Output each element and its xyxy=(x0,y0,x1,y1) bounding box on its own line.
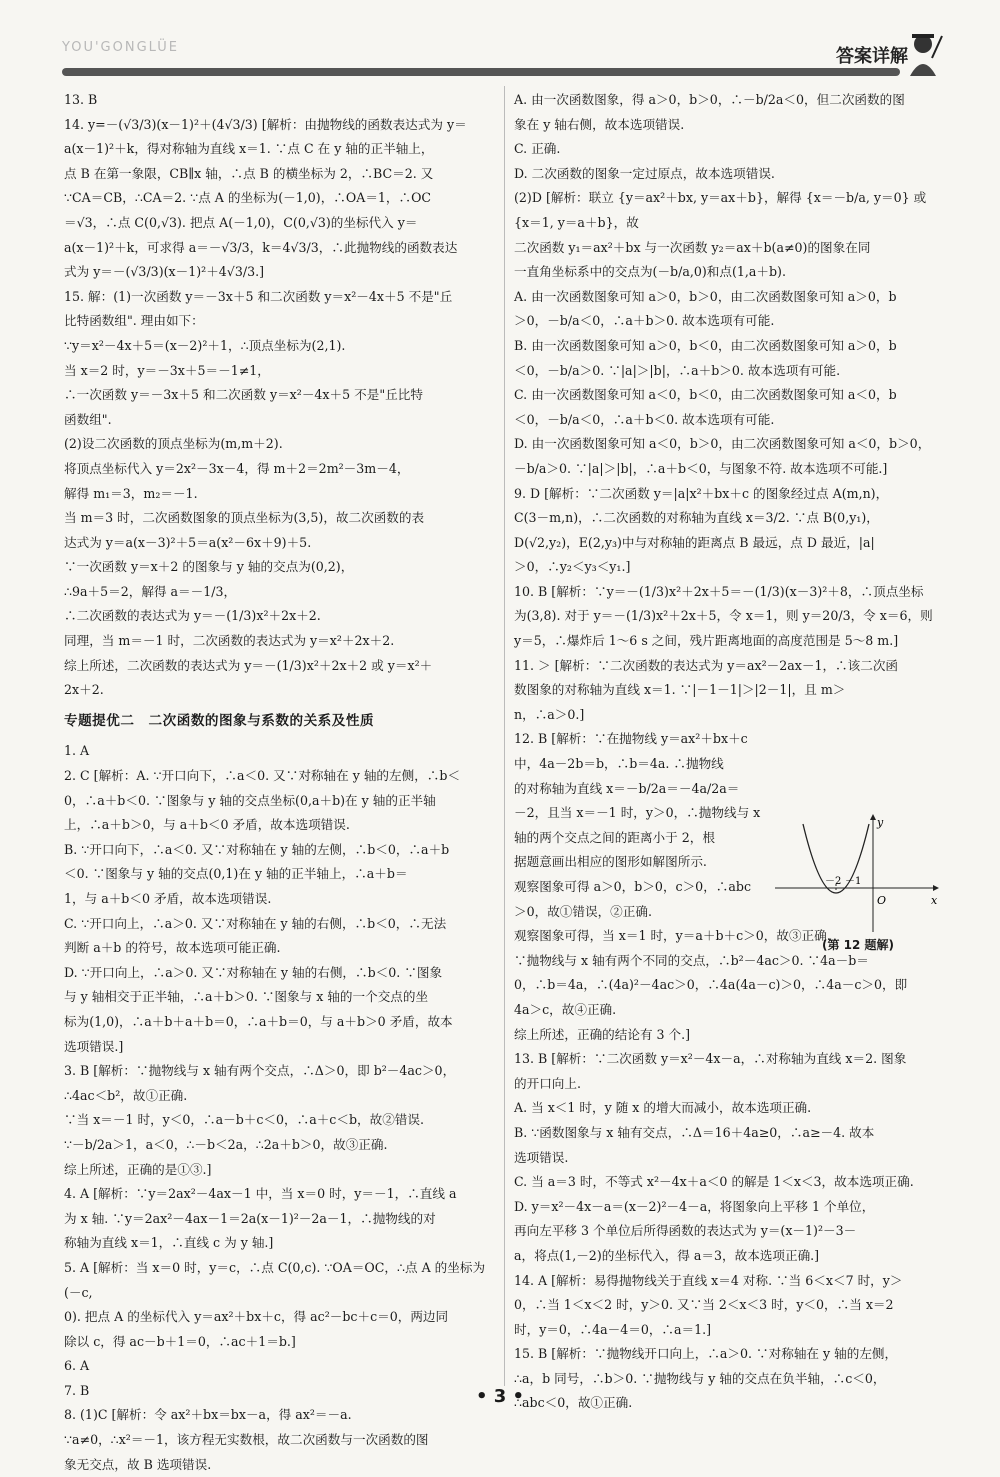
answer-line: ∵一次函数 y＝x＋2 的图象与 y 轴的交点为(0,2)， xyxy=(64,559,354,575)
answer-line: 观察图象可得，当 x＝1 时，y＝a＋b＋c＞0，故③正确. xyxy=(514,928,831,944)
answer-line: ∴abc＜0，故①正确. xyxy=(514,1395,633,1411)
answer-line: 5. A [解析：当 x＝0 时，y＝c，∴点 C(0,c). ∵OA＝OC，∴点 A 的坐标为(－c, xyxy=(64,1259,486,1300)
answer-line: C. 由一次函数图象可知 a＜0，b＜0，由二次函数图象可知 a＜0，b xyxy=(514,387,897,403)
answer-line: 14. y=－(√3/3)(x－1)²＋(4√3/3) [解析：由抛物线的函数表达式为 y＝ xyxy=(64,116,467,132)
column-divider xyxy=(504,86,505,1386)
answer-line: 3. B [解析：∵抛物线与 x 轴有两个交点，∴Δ＞0，即 b²－4ac＞0， xyxy=(64,1063,456,1079)
answer-line: 13. B [解析：∵二次函数 y＝x²－4x－a，∴对称轴为直线 x＝2. 图象 xyxy=(514,1051,907,1067)
answer-line: 6. A xyxy=(64,1358,90,1374)
answer-line: y＝5，∴爆炸后 1～6 s 之间，残片距离地面的高度范围是 5～8 m.] xyxy=(514,633,899,649)
answer-line: B. 由一次函数图象可知 a＞0，b＜0，由二次函数图象可知 a＞0，b xyxy=(514,337,897,353)
answer-line: 一直角坐标系中的交点为(－b/a,0)和点(1,a＋b). xyxy=(514,264,786,280)
answer-line: A. 当 x＜1 时，y 随 x 的增大而减小，故本选项正确. xyxy=(514,1100,812,1116)
answer-line: ∵CA＝CB，∴CA＝2. ∵点 A 的坐标为(－1,0)，∴OA＝1，∴OC xyxy=(64,190,432,206)
answer-line: D. ∵开口向上，∴a＞0. 又∵对称轴在 y 轴的右侧，∴b＜0. ∵图象 xyxy=(64,964,443,980)
answer-line: 判断 a＋b 的符号，故本选项可能正确. xyxy=(64,940,281,956)
figure-origin-label: O xyxy=(877,894,887,907)
answer-line: a，将点(1,－2)的坐标代入，得 a＝3，故本选项正确.] xyxy=(514,1247,820,1263)
answer-line: ＞0，∴y₂＜y₃＜y₁.] xyxy=(514,559,631,575)
answer-line: ∵抛物线与 x 轴有两个不同的交点，∴b²－4ac＞0. ∵4a－b＝ xyxy=(514,952,869,968)
answer-line: D(√2,y₂)，E(2,y₃)中与对称轴的距离点 B 最远，点 D 最近，|a| xyxy=(514,534,875,550)
answer-line: D. 由一次函数图象可知 a＜0，b＞0，由二次函数图象可知 a＜0，b＞0， xyxy=(514,436,931,452)
answer-line: ∵－b/2a＞1，a＜0，∴－b＜2a，∴2a＋b＞0，故③正确. xyxy=(64,1136,388,1152)
answer-line: 当 m＝3 时，二次函数图象的顶点坐标为(3,5)，故二次函数的表 xyxy=(64,510,425,526)
answer-line: 象在 y 轴右侧，故本选项错误. xyxy=(514,116,685,132)
answer-line: 9. D [解析：∵二次函数 y＝|a|x²＋bx＋c 的图象经过点 A(m,n)， xyxy=(514,485,889,501)
left-column xyxy=(64,88,494,1477)
figure-caption: (第 12 题解) xyxy=(821,938,895,952)
x-axis-arrow-icon xyxy=(933,885,939,891)
answer-line: ＞0，－b/a＜0，∴a＋b＞0. 故本选项有可能. xyxy=(514,313,775,329)
answer-line: 同理，当 m＝－1 时，二次函数的表达式为 y＝x²＋2x＋2. xyxy=(64,633,395,649)
answer-line: B. ∵开口向下，∴a＜0. 又∵对称轴在 y 轴的左侧，∴b＜0，∴a＋b xyxy=(64,841,450,857)
mascot-icon xyxy=(902,28,944,80)
answer-line: C(3－m,n)，∴二次函数的对称轴为直线 x＝3/2. ∵点 B(0,y₁)， xyxy=(514,510,879,526)
answer-line: ∴4ac＜b²，故①正确. xyxy=(64,1087,188,1103)
answer-line: 0，∴b＝4a，∴(4a)²－4ac＞0，∴4a(4a－c)＞0，∴4a－c＞0，即 xyxy=(514,977,908,993)
answer-line: ∴一次函数 y＝－3x＋5 和二次函数 y＝x²－4x＋5 不是"丘比特 xyxy=(64,387,423,403)
header-title: 答案详解 xyxy=(836,46,908,67)
answer-line: A. 由一次函数图象可知 a＞0，b＞0，由二次函数图象可知 a＞0，b xyxy=(514,288,897,304)
answer-line: ＜0，－b/a＜0，∴a＋b＜0. 故本选项有可能. xyxy=(514,411,775,427)
answer-line: ∵a≠0，∴x²＝－1，该方程无实数根，故二次函数与一次函数的图 xyxy=(64,1432,429,1448)
header-bar xyxy=(62,68,900,76)
answer-line: 比特函数组". 理由如下： xyxy=(64,313,204,329)
page-number: • 3 • xyxy=(475,1386,525,1407)
answer-line: 函数组". xyxy=(64,411,112,427)
answer-line: ＝√3，∴点 C(0,√3). 把点 A(－1,0)，C(0,√3)的坐标代入 y＝ xyxy=(64,214,418,230)
answer-line: 综上所述，二次函数的表达式为 y＝－(1/3)x²＋2x＋2 或 y＝x²＋ xyxy=(64,657,433,673)
answer-line: 上，∴a＋b＞0，与 a＋b＜0 矛盾，故本选项错误. xyxy=(64,817,350,833)
answer-line: ∴9a＋5＝2，解得 a＝－1/3， xyxy=(64,583,237,599)
answer-line: B. ∵函数图象与 x 轴有交点，∴Δ＝16＋4a≥0，∴a≥－4. 故本 xyxy=(514,1124,875,1140)
answer-line: 再向左平移 3 个单位后所得函数的表达式为 y＝(x－1)²－3－ xyxy=(514,1223,857,1239)
answer-line: 点 B 在第一象限，CB∥x 轴，∴点 B 的横坐标为 2，∴BC＝2. 又 xyxy=(64,165,434,181)
header-brand: YOU'GONGLÜE xyxy=(62,40,179,55)
answer-line: 15. 解：(1)一次函数 y＝－3x＋5 和二次函数 y＝x²－4x＋5 不是"丘 xyxy=(64,288,453,304)
answer-line: D. 二次函数的图象一定过原点，故本选项错误. xyxy=(514,165,775,181)
answer-line: 当 x＝2 时，y＝－3x＋5＝－1≠1， xyxy=(64,362,270,378)
answer-line: 15. B [解析：∵抛物线开口向上，∴a＞0. ∵对称轴在 y 轴的左侧， xyxy=(514,1346,898,1362)
answer-line: 13. B xyxy=(64,92,98,107)
answer-line: 4a＞c，故④正确. xyxy=(514,1001,617,1017)
figure-y-label: y xyxy=(877,816,884,829)
answer-line: 达式为 y＝a(x－3)²＋5＝a(x²－6x＋9)＋5. xyxy=(64,534,312,550)
answer-line: a(x－1)²＋k，得对称轴为直线 x＝1. ∵点 C 在 y 轴的正半轴上， xyxy=(64,141,434,157)
y-axis-arrow-icon xyxy=(870,814,876,820)
answer-line: 选项错误. xyxy=(514,1149,569,1165)
answer-line: 0). 把点 A 的坐标代入 y＝ax²＋bx＋c，得 ac²－bc＋c＝0，两边同 xyxy=(64,1309,449,1325)
answer-line: (2)D [解析：联立 {y＝ax²＋bx, y＝ax＋b}，解得 {x＝－b/a, y＝0} 或 {x＝1, y＝a＋b}，故 xyxy=(514,190,931,230)
answer-line: 2. C [解析：A. ∵开口向下，∴a＜0. 又∵对称轴在 y 轴的左侧，∴b＜ xyxy=(64,768,461,784)
answer-line: 称轴为直线 x＝1，∴直线 c 为 y 轴.] xyxy=(64,1235,274,1251)
answer-line: 数图象的对称轴为直线 x＝1. ∵|－1－1|＞|2－1|，且 m＞ xyxy=(514,682,846,698)
answer-line: 专题提优二 二次函数的图象与系数的关系及性质 xyxy=(64,712,375,729)
answer-line: －b/a＞0. ∵|a|＞|b|，∴a＋b＜0，与图象不符. 故本选项不可能.] xyxy=(514,460,888,476)
answer-line: 10. B [解析：∵y＝－(1/3)x²＋2x＋5＝－(1/3)(x－3)²＋8，∴顶点坐标 xyxy=(514,583,924,599)
answer-line: 轴的两个交点之间的距离小于 2，根 xyxy=(514,829,715,845)
answer-line: 选项错误.] xyxy=(64,1038,124,1054)
answer-line: ∴a，b 同号，∴b＞0. ∵抛物线与 y 轴的交点在负半轴，∴c＜0， xyxy=(514,1370,886,1386)
answer-line: 11. ＞ [解析：∵二次函数的表达式为 y＝ax²－2ax－1，∴该二次函 xyxy=(514,657,899,673)
answer-line: 综上所述，正确的是①③.] xyxy=(64,1161,212,1177)
answer-line: 1，与 a＋b＜0 矛盾，故本选项错误. xyxy=(64,891,272,906)
answer-line: C. 正确. xyxy=(514,141,561,157)
answer-line: ∵y＝x²－4x＋5＝(x－2)²＋1，∴顶点坐标为(2,1). xyxy=(64,337,346,353)
right-column xyxy=(514,88,944,1416)
answer-line: 2x＋2. xyxy=(64,682,104,698)
answer-line: 象无交点，故 B 选项错误. xyxy=(64,1456,212,1472)
answer-line: 除以 c，得 ac－b＋1＝0，∴ac＋1＝b.] xyxy=(64,1333,296,1349)
answer-line: 7. B xyxy=(64,1382,90,1398)
answer-line: ＜0. ∵图象与 y 轴的交点(0,1)在 y 轴的正半轴上，∴a＋b＝ xyxy=(64,866,408,882)
answer-line: 式为 y＝－(√3/3)(x－1)²＋4√3/3.] xyxy=(64,264,265,280)
answer-line: 的对称轴为直线 x＝－b/2a＝－4a/2a＝ xyxy=(514,780,740,796)
answer-line: 与 y 轴相交于正半轴，∴a＋b＞0. ∵图象与 x 轴的一个交点的坐 xyxy=(64,989,429,1005)
answer-line: n，∴a＞0.] xyxy=(514,706,585,722)
answer-line: 标为(1,0)，∴a＋b＋a＋b＝0，∴a＋b＝0，与 a＋b＞0 矛盾，故本 xyxy=(64,1013,453,1029)
answer-line: 1. A xyxy=(64,743,90,759)
answer-line: a(x－1)²＋k，可求得 a＝－√3/3，k＝4√3/3，∴此抛物线的函数表达 xyxy=(64,239,458,255)
answer-line: C. 当 a＝3 时，不等式 x²－4x＋a＜0 的解是 1＜x＜3，故本选项正确. xyxy=(514,1174,914,1190)
answer-line: ∵当 x＝－1 时，y＜0，∴a－b＋c＜0，∴a＋c＜b，故②错误. xyxy=(64,1112,424,1128)
answer-line: A. 由一次函数图象，得 a＞0，b＞0，∴－b/2a＜0，但二次函数的图 xyxy=(514,92,905,107)
answer-line: 时，y＝0，∴4a－4＝0，∴a＝1.] xyxy=(514,1321,712,1337)
answer-line: 综上所述，正确的结论有 3 个.] xyxy=(514,1026,691,1042)
answer-line: 为 x 轴. ∵y＝2ax²－4ax－1＝2a(x－1)²－2a－1，∴抛物线的对 xyxy=(64,1210,436,1226)
answer-line: 为(3,8). 对于 y＝－(1/3)x²＋2x＋5，令 x＝1，则 y＝20/3，令 x＝6，则 xyxy=(514,608,933,624)
answer-line: ＜0，－b/a＞0. ∵|a|＞|b|，∴a＋b＞0. 故本选项有可能. xyxy=(514,362,841,378)
answer-line: 二次函数 y₁＝ax²＋bx 与一次函数 y₂＝ax＋b(a≠0)的图象在同 xyxy=(514,239,871,255)
answer-line: 观察图象可得 a＞0，b＞0，c＞0，∴abc xyxy=(514,879,752,894)
answer-line: 解得 m₁＝3，m₂＝－1. xyxy=(64,485,198,501)
answer-line: 将顶点坐标代入 y＝2x²－3x－4，得 m＋2＝2m²－3m－4， xyxy=(64,460,410,476)
answer-line: D. y＝x²－4x－a＝(x－2)²－4－a，将图象向上平移 1 个单位， xyxy=(514,1198,875,1214)
answer-line: 4. A [解析：∵y＝2ax²－4ax－1 中，当 x＝0 时，y＝－1，∴直线 a xyxy=(64,1186,457,1202)
answer-line: 0，∴a＋b＜0. ∵图象与 y 轴的交点坐标(0,a＋b)在 y 轴的正半轴 xyxy=(64,792,436,808)
figure-tick-neg1: －1 xyxy=(845,876,862,887)
answer-line: 12. B [解析：∵在抛物线 y＝ax²＋bx＋c xyxy=(514,731,748,747)
answer-line: －2，且当 x＝－1 时，y＞0，∴抛物线与 x xyxy=(514,805,761,821)
figure-tick-neg2: －2 xyxy=(825,876,842,887)
answer-line: C. ∵开口向上，∴a＞0. 又∵对称轴在 y 轴的右侧，∴b＜0，∴无法 xyxy=(64,915,447,931)
answer-line: ＞0，故①错误，②正确. xyxy=(514,903,652,919)
answer-line: 14. A [解析：易得抛物线关于直线 x＝4 对称. ∵当 6＜x＜7 时，y＞ xyxy=(514,1272,903,1288)
answer-line: 据题意画出相应的图形如解图所示. xyxy=(514,854,707,870)
answer-line: 的开口向上. xyxy=(514,1075,581,1091)
answer-line: 8. (1)C [解析：令 ax²＋bx＝bx－a，得 ax²＝－a. xyxy=(64,1407,352,1423)
figure-x-label: x xyxy=(931,894,938,907)
answer-line: 中，4a－2b＝b，∴b＝4a. ∴抛物线 xyxy=(514,756,724,772)
answer-line: ∴二次函数的表达式为 y＝－(1/3)x²＋2x＋2. xyxy=(64,608,321,624)
answer-line: (2)设二次函数的顶点坐标为(m,m＋2). xyxy=(64,436,283,452)
answer-line: 0，∴当 1＜x＜2 时，y＞0. 又∵当 2＜x＜3 时，y＜0，∴当 x＝2 xyxy=(514,1297,894,1313)
